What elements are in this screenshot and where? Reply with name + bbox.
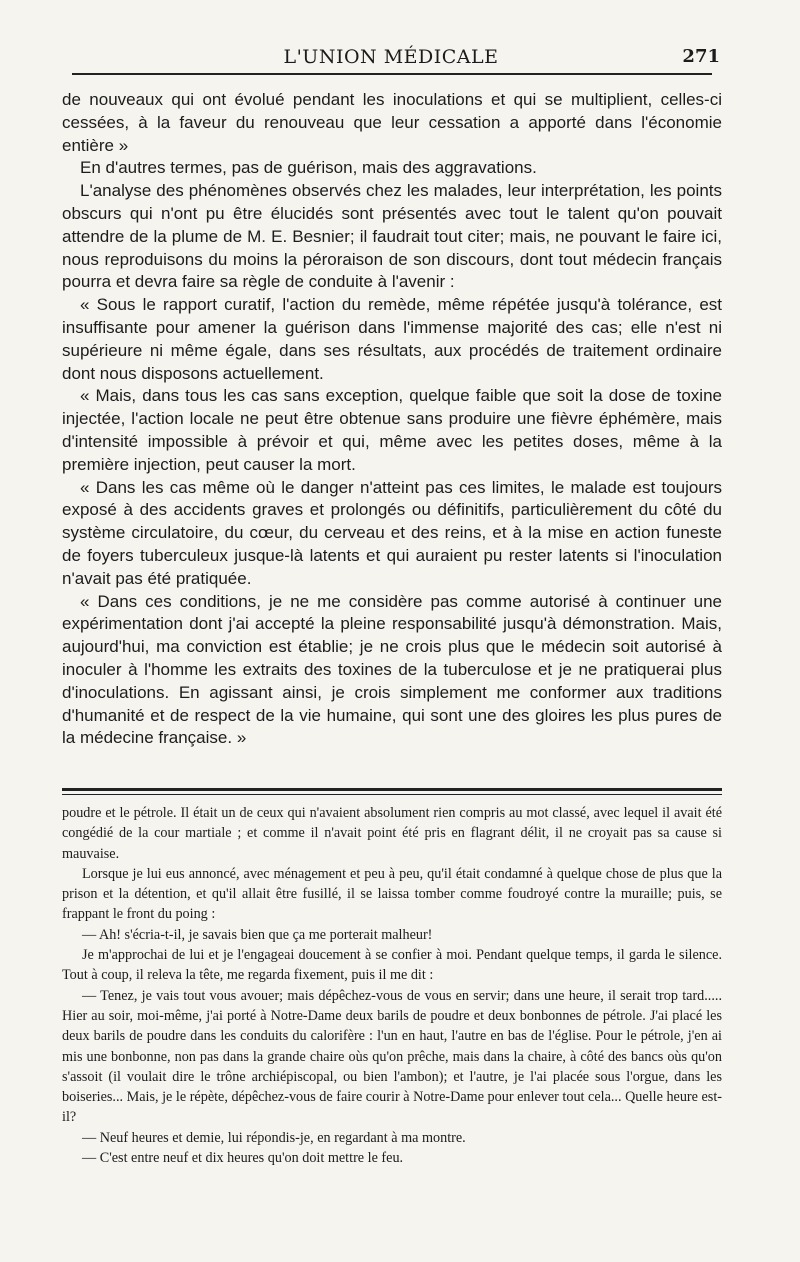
- footnote-paragraph: — Ah! s'écria-t-il, je savais bien que ça me porterait malheur!: [82, 926, 433, 943]
- running-head: [62, 42, 720, 72]
- footnote-paragraph: Lorsque je lui eus annoncé, avec ménagement et peu à peu, qu'il était condamné à quelque chose de plus que la prison et la détention, et qu'il allait être fusillé, il se laissa tomber comme foudroyé contre la muraille; puis, se frappant le front du poing :: [62, 865, 722, 923]
- footnote-paragraph: — C'est entre neuf et dix heures qu'on doit mettre le feu.: [82, 1150, 404, 1167]
- footnote-paragraph: — Neuf heures et demie, lui répondis-je, en regardant à ma montre.: [82, 1129, 466, 1146]
- footnote-text: [62, 803, 722, 1168]
- quote-paragraph: « Mais, dans tous les cas sans exception, quelque faible que soit la dose de toxine injectée, l'action locale ne peut être obtenue sans produire une fièvre éphémère, mais d'intensité impossible à prévoir et qui, même avec les petites doses, même à la première injection, peut causer la mort.: [62, 386, 722, 474]
- header-rule: [72, 73, 712, 75]
- quote-paragraph: « Sous le rapport curatif, l'action du remède, même répétée jusqu'à tolérance, est insuffisante pour amener la guérison dans l'immense majorité des cas; elle n'est ni supérieure ni même égale, dans ses résultats, aux procédés de traitement ordinaire dont nous disposons actuellement.: [62, 295, 722, 383]
- quote-paragraph: « Dans les cas même où le danger n'atteint pas ces limites, le malade est toujours exposé à des accidents graves et prolongés ou définitifs, particulièrement du côté du système circulatoire, du cœur, du cerveau et des reins, et à la mise en action funeste de foyers tuberculeux jusque-là latents et qui auraient pu rester latents si l'inoculation n'avait pas été pratiquée.: [62, 477, 722, 588]
- journal-title: L'UNION MÉDICALE: [283, 46, 499, 68]
- body-paragraph: En d'autres termes, pas de guérison, mais des aggravations.: [80, 158, 537, 178]
- body-paragraph: L'analyse des phénomènes observés chez les malades, leur interprétation, les points obscurs qui n'ont pu être élucidés sont présentés avec tout le talent qu'on pouvait attendre de la plume de M. E. Besnier; il faudrait tout citer; mais, ne pouvant le faire ici, nous reproduisons du moins la péroraison de son discours, dont tout médecin français pourra et devra faire sa règle de conduite à l'avenir :: [62, 181, 722, 292]
- page-number: 271: [682, 46, 720, 67]
- footnote-paragraph: poudre et le pétrole. Il était un de ceux qui n'avaient absolument rien compris au mot classé, avec lequel il avait été congédié de la cour martiale ; et comme il n'avait point été pris en flagrant délit, il ne croyait pas sa cause si mauvaise.: [62, 805, 722, 862]
- body-paragraph: de nouveaux qui ont évolué pendant les inoculations et qui se multiplient, celles-ci cessées, à la faveur du renouveau que leur cessation a apporté dans l'économie entière »: [62, 90, 722, 155]
- quote-paragraph: « Dans ces conditions, je ne me considère pas comme autorisé à continuer une expérimentation dont j'ai accepté la pleine responsabilité jusqu'à démonstration. Mais, aujourd'hui, ma conviction est établie; je ne crois plus que le médecin soit autorisé à inoculer à l'homme les extraits des toxines de la tuberculose et je ne pratiquerai plus d'inoculations. En agissant ainsi, je crois simplement me conformer aux traditions d'humanité et de respect de la vie humaine, qui sont une des gloires les plus pures de la médecine française. »: [62, 591, 722, 748]
- footnote-paragraph: Je m'approchai de lui et je l'engageai doucement à se confier à moi. Pendant quelque temps, il garda le silence. Tout à coup, il releva la tête, me regarda fixement, puis il me dit :: [62, 947, 722, 984]
- footnote-paragraph: — Tenez, je vais tout vous avouer; mais dépêchez-vous de vous en servir; dans une heure, il serait trop tard..... Hier au soir, moi-même, j'ai porté à Notre-Dame deux barils de poudre et deux bonbonnes de pétrole. J'ai placé les deux barils de poudre dans les conduits du calorifère : l'un en haut, l'autre en bas de l'église. Pour le pétrole, j'en ai mis une bonbonne, non pas dans la grande chaire oùs qu'on prêche, mais dans la chaire, à côté des bancs oùs qu'on s'assoit (il voulait dire le trône archiépiscopal, ou bien l'ambon); et l'autre, je l'ai placée sous l'orgue, dans les boiseries... Mais, je le répète, dépêchez-vous de faire courir à Notre-Dame pour enlever tout cela... Quelle heure est-il?: [62, 987, 722, 1126]
- footnote-rule: [62, 788, 722, 795]
- main-text: [62, 89, 722, 750]
